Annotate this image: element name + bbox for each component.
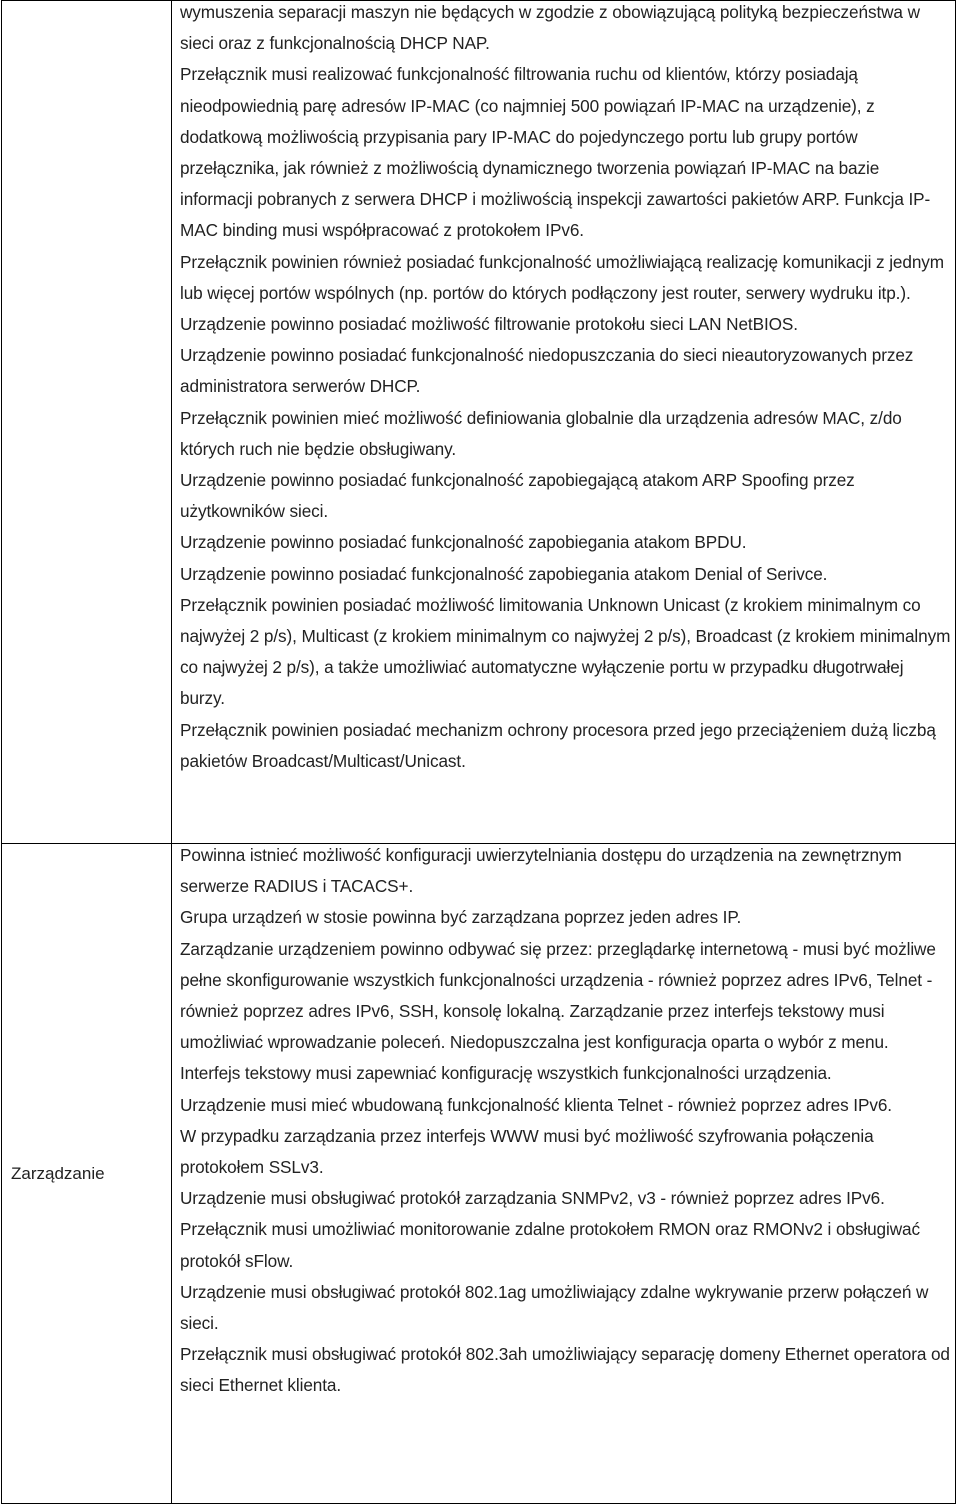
requirement-paragraph: wymuszenia separacji maszyn nie będących w zgodzie z obowiązującą polityką bezpieczeństwa w sieci oraz z funkcjonalnością DHCP NAP. xyxy=(180,2,920,54)
requirement-paragraph: Grupa urządzeń w stosie powinna być zarządzana poprzez jeden adres IP. xyxy=(180,907,742,928)
requirement-paragraph: W przypadku zarządzania przez interfejs WWW musi być możliwość szyfrowania połączenia protokołem SSLv3. xyxy=(180,1125,874,1178)
row-label-zarzadzanie: Zarządzanie xyxy=(2,844,172,1504)
requirement-paragraph: Urządzenie musi obsługiwać protokół zarządzania SNMPv2, v3 - również poprzez adres IPv6. xyxy=(180,1188,885,1209)
requirement-paragraph: Przełącznik powinien posiadać możliwość limitowania Unknown Unicast (z krokiem minimalnym co najwyżej 2 p/s), Multicast (z krokiem minimalnym co najwyżej 2 p/s), Broadcast (z krokiem minimalnym co najwyżej 2 p/s), a także umożliwiać automatyczne wyłączenie portu w przypadku długotrwałej burzy. xyxy=(180,594,951,709)
row-content-cell xyxy=(172,844,956,1504)
requirement-paragraph: Urządzenie powinno posiadać funkcjonalność zapobiegania atakom BPDU. xyxy=(180,532,747,553)
specification-table xyxy=(1,0,956,1504)
requirement-paragraph: Powinna istnieć możliwość konfiguracji uwierzytelniania dostępu do urządzenia na zewnętrznym serwerze RADIUS i TACACS+. xyxy=(180,845,902,897)
requirement-paragraph: Przełącznik powinien posiadać mechanizm ochrony procesora przed jego przeciążeniem dużą liczbą pakietów Broadcast/Multicast/Unicast. xyxy=(180,719,936,771)
requirement-paragraph: Urządzenie powinno posiadać możliwość filtrowanie protokołu sieci LAN NetBIOS. xyxy=(180,314,798,335)
requirement-paragraph: Przełącznik musi umożliwiać monitorowanie zdalne protokołem RMON oraz RMONv2 i obsługiwać protokół sFlow. xyxy=(180,1219,920,1271)
row-content-cell xyxy=(172,1,956,844)
row-label-cell xyxy=(2,1,172,844)
requirements-text xyxy=(180,0,951,777)
table-row-security xyxy=(2,1,956,844)
requirement-paragraph: Urządzenie powinno posiadać funkcjonalność zapobiegającą atakom ARP Spoofing przez użytkowników sieci. xyxy=(180,470,855,522)
requirement-paragraph: Urządzenie musi mieć wbudowaną funkcjonalność klienta Telnet - również poprzez adres IPv6. xyxy=(180,1094,892,1115)
requirements-text xyxy=(180,840,951,1402)
table-row-management xyxy=(2,844,956,1504)
requirement-paragraph: Urządzenie powinno posiadać funkcjonalność niedopuszczania do sieci nieautoryzowanych przez administratora serwerów DHCP. xyxy=(180,345,914,397)
requirement-paragraph: Przełącznik musi realizować funkcjonalność filtrowania ruchu od klientów, którzy posiadają nieodpowiednią parę adresów IP-MAC (co najmniej 500 powiązań IP-MAC na urządzenie), z dodatkową możliwością przypisania pary IP-MAC do pojedynczego portu lub grupy portów przełącznika, jak również z możliwością dynamicznego tworzenia powiązań IP-MAC na bazie informacji pobranych z serwera DHCP i możliwością inspekcji zawartości pakietów ARP. Funkcja IP-MAC binding musi współpracować z protokołem IPv6. xyxy=(180,64,931,241)
requirement-paragraph: Przełącznik powinien również posiadać funkcjonalność umożliwiającą realizację komunikacji z jednym lub więcej portów wspólnych (np. portów do których podłączony jest router, serwery wydruku itp.). xyxy=(180,251,944,303)
requirement-paragraph: Zarządzanie urządzeniem powinno odbywać się przez: przeglądarkę internetową - musi być możliwe pełne skonfigurowanie wszystkich funkcjonalności urządzenia - również poprzez adres IPv6, Telnet - również poprzez adres IPv6, SSH, konsolę lokalną. Zarządzanie przez interfejs tekstowy musi umożliwiać wprowadzanie poleceń. Niedopuszczalna jest konfiguracja oparta o wybór z menu. Interfejs tekstowy musi zapewniać konfigurację wszystkich funkcjonalności urządzenia. xyxy=(180,938,936,1084)
requirement-paragraph: Urządzenie powinno posiadać funkcjonalność zapobiegania atakom Denial of Serivce. xyxy=(180,563,828,584)
requirement-paragraph: Urządzenie musi obsługiwać protokół 802.1ag umożliwiający zdalne wykrywanie przerw połączeń w sieci. xyxy=(180,1281,929,1334)
requirement-paragraph: Przełącznik powinien mieć możliwość definiowania globalnie dla urządzenia adresów MAC, z/do których ruch nie będzie obsługiwany. xyxy=(180,407,902,459)
requirement-paragraph: Przełącznik musi obsługiwać protokół 802.3ah umożliwiający separację domeny Ethernet operatora od sieci Ethernet klienta. xyxy=(180,1344,950,1396)
